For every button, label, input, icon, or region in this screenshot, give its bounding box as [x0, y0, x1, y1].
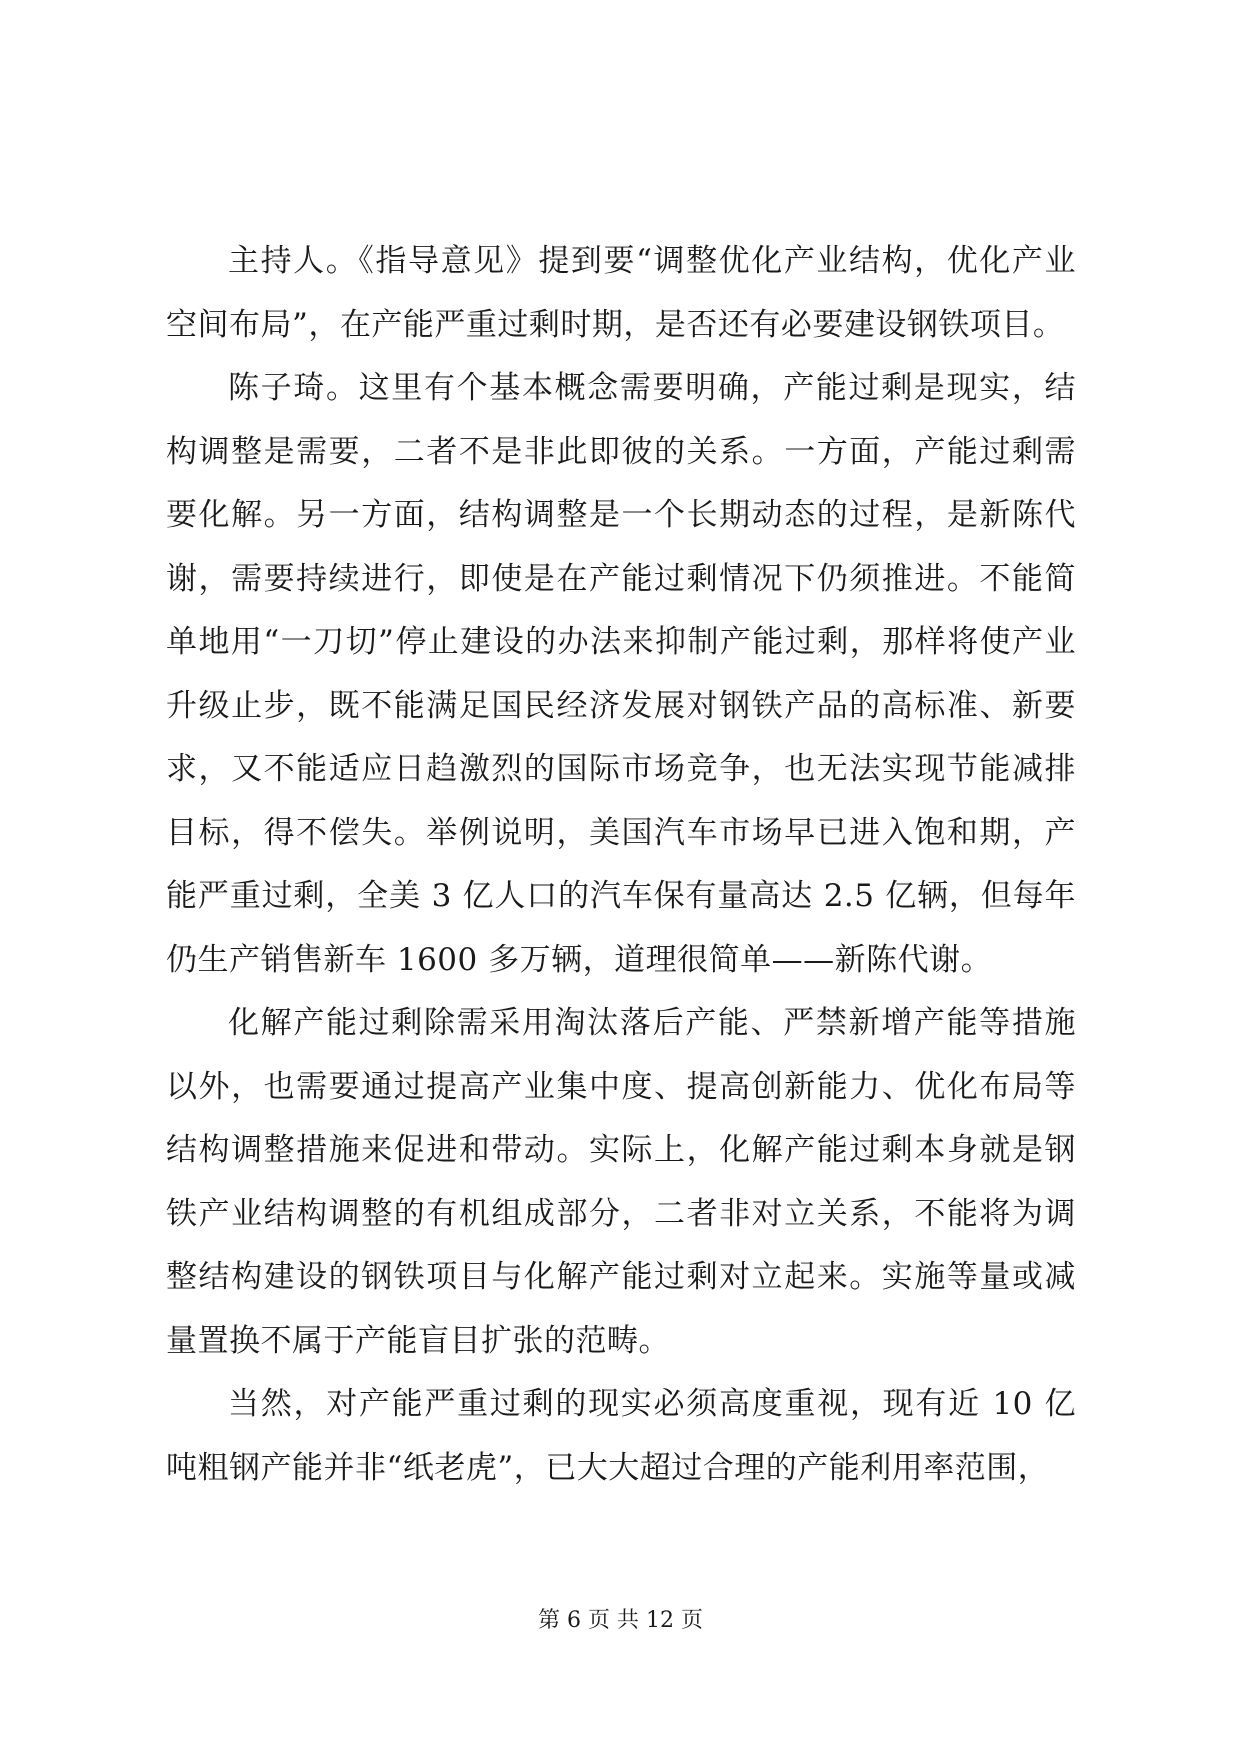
document-body	[166, 230, 1076, 1500]
page-number-footer: 第 6 页 共 12 页	[538, 1608, 703, 1633]
paragraph-of-course: 当然，对产能严重过剩的现实必须高度重视，现有近 10 亿吨粗钢产能并非“纸老虎”，已大大超过合理的产能利用率范围，	[166, 1386, 1076, 1486]
paragraph-host-question: 主持人。《指导意见》提到要“调整优化产业结构，优化产业空间布局”，在产能严重过剩时期，是否还有必要建设钢铁项目。	[166, 243, 1076, 343]
paragraph-resolving-overcapacity: 化解产能过剩除需采用淘汰落后产能、严禁新增产能等措施以外，也需要通过提高产业集中度、提高创新能力、优化布局等结构调整措施来促进和带动。实际上，化解产能过剩本身就是钢铁产业结构调整的有机组成部分，二者非对立关系，不能将为调整结构建设的钢铁项目与化解产能过剩对立起来。实施等量或减量置换不属于产能盲目扩张的范畴。	[166, 1005, 1076, 1359]
paragraph-chen-ziqi-answer: 陈子琦。这里有个基本概念需要明确，产能过剩是现实，结构调整是需要，二者不是非此即彼的关系。一方面，产能过剩需要化解。另一方面，结构调整是一个长期动态的过程，是新陈代谢，需要持续进行，即使是在产能过剩情况下仍须推进。不能简单地用“一刀切”停止建设的办法来抑制产能过剩，那样将使产业升级止步，既不能满足国民经济发展对钢铁产品的高标准、新要求，又不能适应日趋激烈的国际市场竞争，也无法实现节能减排目标，得不偿失。举例说明，美国汽车市场早已进入饱和期，产能严重过剩，全美 3 亿人口的汽车保有量高达 2.5 亿辆，但每年仍生产销售新车 1600 多万辆，道理很简单——新陈代谢。	[166, 370, 1076, 978]
